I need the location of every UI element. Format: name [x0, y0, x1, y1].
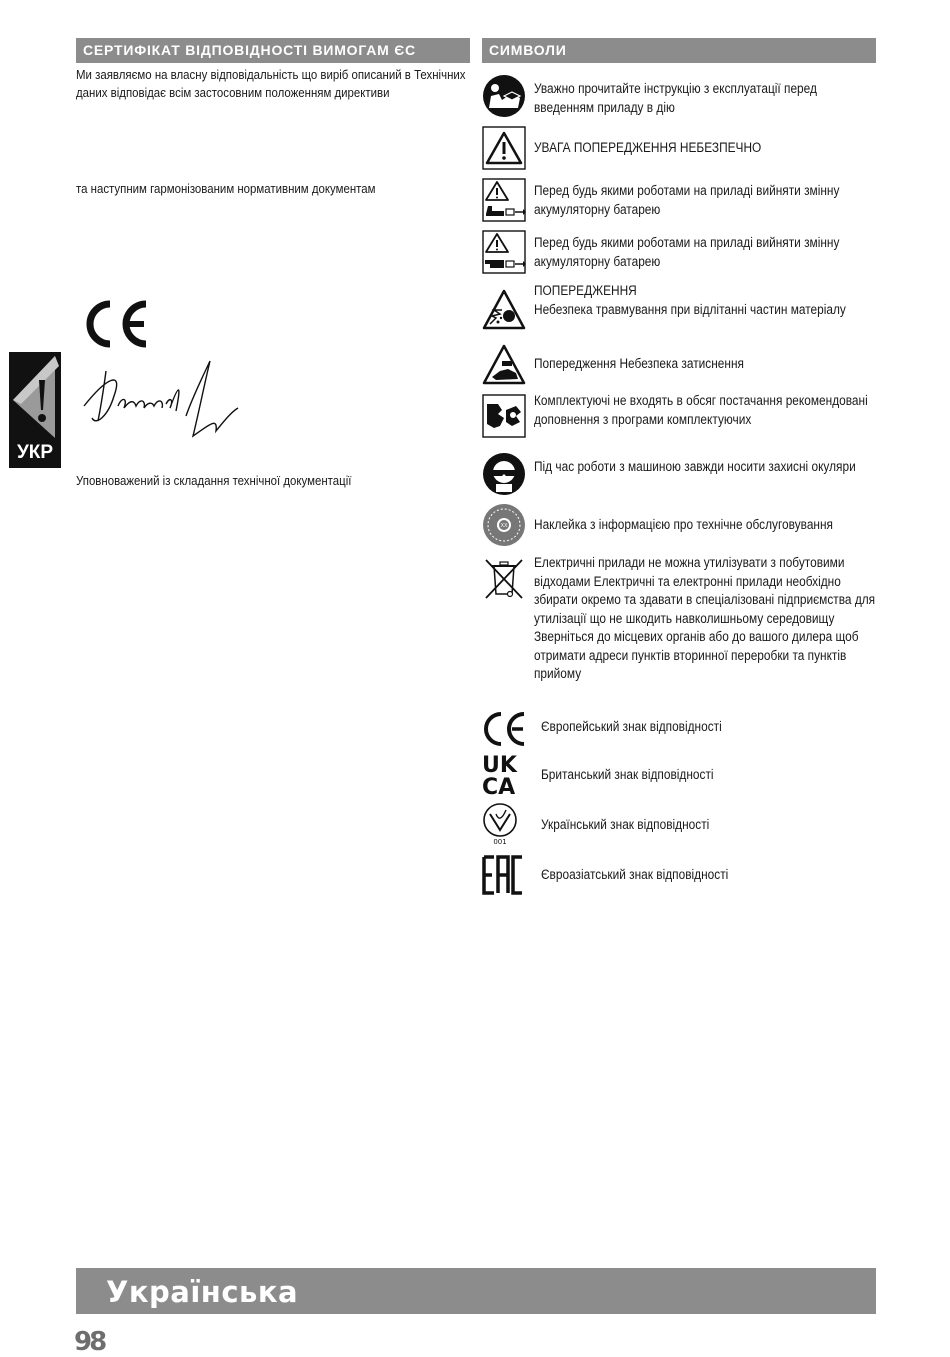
conformity-text: Євроазіатський знак відповідності — [541, 867, 729, 882]
symbol-text: Перед будь якими роботами на приладі вийняти змінну акумуляторну батарею — [534, 183, 840, 217]
symbols-column — [482, 38, 876, 882]
service-sticker-icon — [482, 503, 526, 547]
declaration-header: СЕРТИФІКАТ ВІДПОВІДНОСТІ ВИМОГАМ ЄС — [76, 38, 470, 63]
conformity-text: Британський знак відповідності — [541, 767, 714, 782]
ukca-mark-icon — [482, 752, 526, 796]
read-manual-icon — [482, 74, 526, 118]
symbol-text: Попередження Небезпека затиснення — [534, 356, 744, 371]
symbol-text: Наклейка з інформацією про технічне обслуговування — [534, 517, 833, 532]
symbol-text: Комплектуючі не входять в обсяг постачання рекомендовані доповнення з програми комплектуючих — [534, 393, 868, 427]
authorized-text: Уповноважений із складання технічної документації — [76, 473, 352, 488]
ua-logo-number: 001 — [493, 838, 507, 846]
remove-battery-icon — [482, 178, 526, 222]
symbol-text: Перед будь якими роботами на приладі вийняти змінну акумуляторну батарею — [534, 235, 840, 269]
remove-battery-icon — [482, 230, 526, 274]
symbols-header: СИМВОЛИ — [482, 38, 876, 63]
symbol-text: Уважно прочитайте інструкцію з експлуатації перед введенням приладу в дію — [534, 81, 817, 115]
harmonized-text: та наступним гармонізованим нормативним документам — [76, 181, 376, 196]
eac-mark-icon — [482, 854, 526, 898]
pinch-warning-icon — [482, 343, 526, 387]
accessories-icon — [482, 394, 526, 438]
language-tab — [9, 352, 61, 468]
ua-mark-icon — [482, 802, 526, 846]
symbol-text: УВАГА ПОПЕРЕДЖЕННЯ НЕБЕЗПЕЧНО — [534, 140, 762, 155]
symbol-text: Електричні прилади не можна утилізувати з побутовими відходами Електричні та електронні прилади необхідно збирати окремо та здавати в спеціалізовані підприємства для утилізації що не шкодить навколишньому середовищу Зверніться до місцевих органів або до вашого дилера щоб отримати адреси пунктів вторинної переробки та пунктів прийому — [534, 555, 876, 681]
footer-language-title: Українська — [106, 1275, 299, 1309]
warning-triangle-icon — [9, 352, 61, 442]
page-number: 98 — [74, 1327, 105, 1357]
symbol-text: Під час роботи з машиною завжди носити захисні окуляри — [534, 459, 856, 474]
conformity-text: Український знак відповідності — [541, 817, 710, 832]
conformity-text: Європейський знак відповідності — [541, 719, 722, 734]
safety-goggles-icon — [482, 452, 526, 496]
svg-text:XX: XX — [500, 523, 508, 529]
symbol-text: ПОПЕРЕДЖЕННЯ Небезпека травмування при відлітанні частин матеріалу — [534, 283, 846, 317]
ukca-logo-text-top: UK — [482, 753, 517, 778]
declaration-text: Ми заявляємо на власну відповідальність що виріб описаний в Технічних даних відповідає всім застосовним положенням директиви — [76, 67, 466, 100]
language-tab-label: УКР — [16, 442, 54, 463]
footer-language-bar — [76, 1268, 876, 1314]
declaration-column — [76, 38, 470, 488]
signature-icon — [78, 356, 248, 446]
ce-mark-icon — [80, 298, 152, 350]
warning-triangle-icon — [482, 126, 526, 170]
weee-bin-icon — [482, 556, 526, 600]
flying-debris-warning-icon — [482, 288, 526, 332]
ce-mark-icon — [482, 708, 526, 752]
ukca-logo-text-bottom: CA — [482, 775, 516, 796]
